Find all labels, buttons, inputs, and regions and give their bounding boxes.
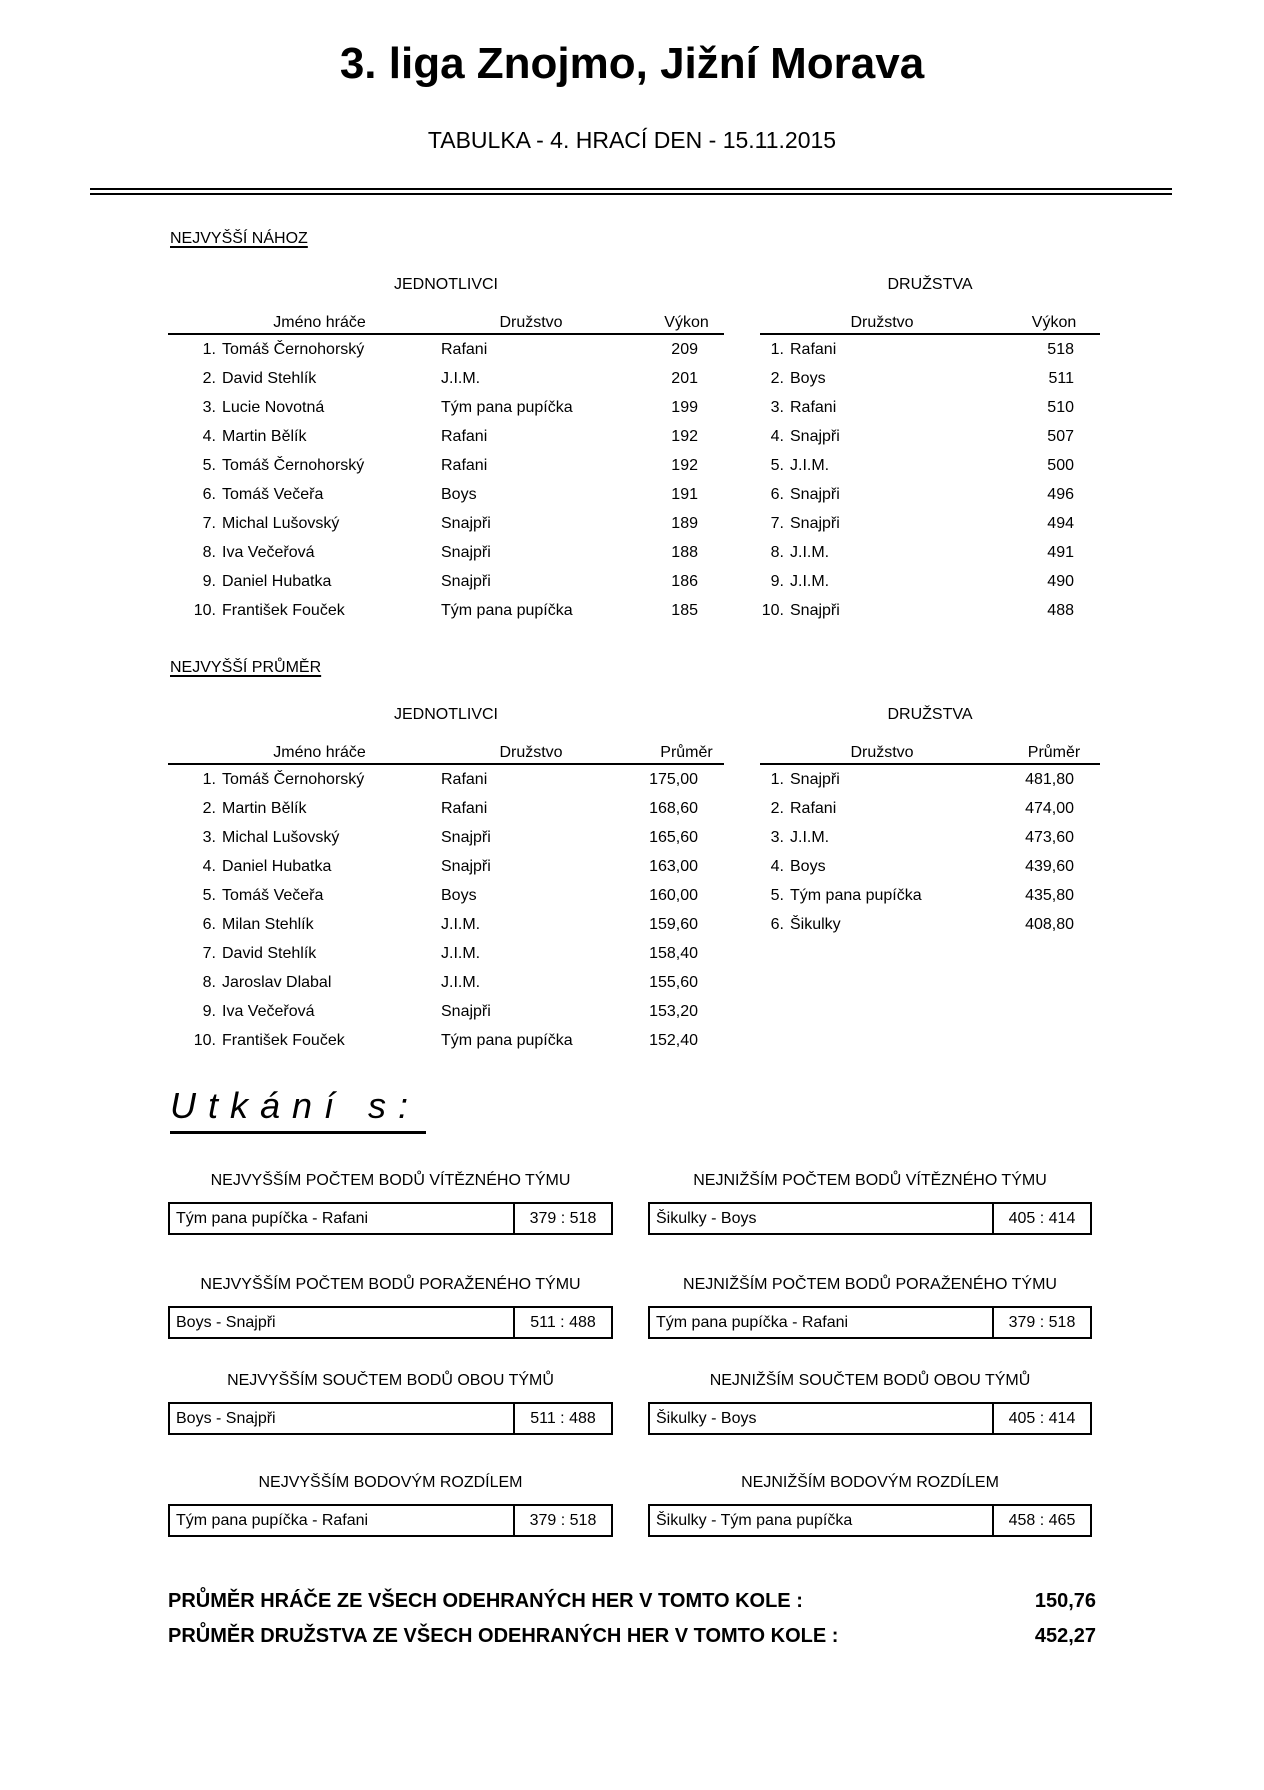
- match-group-lowest-point-difference: [648, 1474, 1092, 1537]
- rank-cell: 5.: [202, 457, 216, 474]
- rank-cell: 8.: [770, 544, 784, 561]
- team-cell: Rafani: [441, 771, 488, 788]
- rank-cell: 4.: [770, 428, 784, 445]
- value-cell: 165,60: [649, 829, 698, 846]
- value-cell: 155,60: [649, 974, 698, 991]
- value-cell: 439,60: [1025, 858, 1074, 875]
- match-score: 379 : 518: [513, 1204, 611, 1233]
- table-row: [168, 393, 724, 422]
- match-box: [648, 1402, 1092, 1435]
- rank-cell: 9.: [770, 573, 784, 590]
- table-body: [168, 335, 724, 625]
- column-header-value: Výkon: [664, 314, 709, 331]
- value-cell: 186: [671, 573, 698, 590]
- table-group-title: JEDNOTLIVCI: [393, 706, 498, 723]
- value-cell: 496: [1047, 486, 1074, 503]
- team-cell: Snajpři: [790, 428, 840, 445]
- match-teams: Tým pana pupíčka - Rafani: [176, 1210, 369, 1227]
- match-teams: Šikulky - Tým pana pupíčka: [656, 1512, 853, 1529]
- match-teams: Boys - Snajpři: [176, 1314, 276, 1331]
- value-cell: 199: [671, 399, 698, 416]
- rank-cell: 1.: [770, 341, 784, 358]
- team-cell: Boys: [790, 370, 826, 387]
- table-row: [760, 765, 1100, 794]
- match-score: 458 : 465: [992, 1506, 1090, 1535]
- rank-cell: 2.: [202, 800, 216, 817]
- rank-cell: 4.: [202, 428, 216, 445]
- rank-cell: 1.: [202, 771, 216, 788]
- match-teams: Boys - Snajpři: [176, 1410, 276, 1427]
- table-group-title: DRUŽSTVA: [887, 706, 973, 723]
- match-teams: Šikulky - Boys: [656, 1410, 757, 1427]
- team-cell: Rafani: [790, 341, 837, 358]
- value-cell: 192: [671, 428, 698, 445]
- team-cell: J.I.M.: [790, 544, 830, 561]
- player-name-cell: Tomáš Černohorský: [222, 457, 365, 474]
- player-name-cell: Jaroslav Dlabal: [222, 974, 332, 991]
- match-group-lowest-total-points: [648, 1372, 1092, 1435]
- section-heading-nejvyssi-prumer: NEJVYŠŠÍ PRŮMĚR: [170, 659, 322, 676]
- summary-value: 150,76: [1034, 1590, 1096, 1612]
- table-row: [168, 480, 724, 509]
- value-cell: 511: [1048, 370, 1074, 387]
- header-divider: [90, 188, 1172, 195]
- match-group-label: NEJVYŠŠÍM POČTEM BODŮ VÍTĚZNÉHO TÝMU: [210, 1172, 571, 1189]
- rank-cell: 5.: [770, 887, 784, 904]
- team-cell: Tým pana pupíčka: [441, 399, 573, 416]
- table-row: [760, 881, 1100, 910]
- player-name-cell: Daniel Hubatka: [222, 573, 332, 590]
- player-name-cell: Lucie Novotná: [222, 399, 325, 416]
- player-name-cell: Tomáš Černohorský: [222, 341, 365, 358]
- value-cell: 518: [1047, 341, 1074, 358]
- player-name-cell: Tomáš Černohorský: [222, 771, 365, 788]
- value-cell: 168,60: [649, 800, 698, 817]
- player-name-cell: Tomáš Večeřa: [222, 887, 324, 904]
- value-cell: 185: [671, 602, 698, 619]
- team-cell: J.I.M.: [790, 573, 830, 590]
- match-score: 511 : 488: [513, 1404, 611, 1433]
- value-cell: 507: [1047, 428, 1074, 445]
- match-box: [168, 1402, 613, 1435]
- value-cell: 152,40: [649, 1032, 698, 1049]
- value-cell: 490: [1047, 573, 1074, 590]
- player-name-cell: Iva Večeřová: [222, 544, 315, 561]
- team-cell: Snajpři: [790, 515, 840, 532]
- team-cell: Šikulky: [790, 916, 841, 933]
- player-name-cell: Milan Stehlík: [222, 916, 314, 933]
- value-cell: 191: [671, 486, 698, 503]
- round-summary: [168, 1584, 1096, 1654]
- value-cell: 160,00: [649, 887, 698, 904]
- value-cell: 163,00: [649, 858, 698, 875]
- rank-cell: 6.: [202, 486, 216, 503]
- summary-label: PRŮMĚR HRÁČE ZE VŠECH ODEHRANÝCH HER V TOMTO KOLE :: [168, 1590, 803, 1612]
- rank-cell: 5.: [770, 457, 784, 474]
- table-row: [168, 567, 724, 596]
- table-body: [168, 765, 724, 1055]
- team-cell: J.I.M.: [790, 457, 830, 474]
- match-group-label: NEJNIŽŠÍM POČTEM BODŮ PORAŽENÉHO TÝMU: [683, 1276, 1057, 1293]
- section-heading-nejvyssi-nahoz: NEJVYŠŠÍ NÁHOZ: [170, 230, 308, 247]
- table-row: [760, 823, 1100, 852]
- player-name-cell: David Stehlík: [222, 370, 317, 387]
- utkani-heading: Utkání s:: [170, 1085, 426, 1134]
- table-header-row: [168, 743, 724, 762]
- table-prumer-teams: [760, 705, 1100, 939]
- table-row: [168, 1026, 724, 1055]
- team-cell: Rafani: [441, 428, 488, 445]
- table-row: [760, 451, 1100, 480]
- match-group-label: NEJVYŠŠÍM POČTEM BODŮ PORAŽENÉHO TÝMU: [200, 1276, 581, 1293]
- value-cell: 189: [671, 515, 698, 532]
- table-row: [168, 451, 724, 480]
- value-cell: 488: [1047, 602, 1074, 619]
- summary-label: PRŮMĚR DRUŽSTVA ZE VŠECH ODEHRANÝCH HER V TOMTO KOLE :: [168, 1625, 839, 1647]
- rank-cell: 7.: [202, 515, 216, 532]
- match-group-highest-total-points: [168, 1372, 613, 1435]
- table-header-row: [168, 313, 724, 332]
- column-header-team: Družstvo: [499, 744, 563, 761]
- value-cell: 175,00: [649, 771, 698, 788]
- table-row: [168, 364, 724, 393]
- value-cell: 500: [1047, 457, 1074, 474]
- table-row: [760, 480, 1100, 509]
- rank-cell: 3.: [770, 829, 784, 846]
- player-name-cell: Daniel Hubatka: [222, 858, 332, 875]
- rank-cell: 7.: [770, 515, 784, 532]
- table-body: [760, 765, 1100, 939]
- column-header-value: Průměr: [1027, 744, 1081, 761]
- team-cell: Rafani: [441, 341, 488, 358]
- table-group-title: JEDNOTLIVCI: [393, 276, 498, 293]
- value-cell: 192: [671, 457, 698, 474]
- column-header-team: Družstvo: [850, 744, 914, 761]
- table-row: [168, 997, 724, 1026]
- team-cell: Rafani: [790, 399, 837, 416]
- column-header-team: Družstvo: [499, 314, 563, 331]
- value-cell: 159,60: [649, 916, 698, 933]
- match-box: [168, 1202, 613, 1235]
- rank-cell: 9.: [202, 1003, 216, 1020]
- table-group-title: DRUŽSTVA: [887, 276, 973, 293]
- team-cell: Rafani: [441, 457, 488, 474]
- rank-cell: 5.: [202, 887, 216, 904]
- table-row: [760, 567, 1100, 596]
- table-row: [168, 335, 724, 364]
- summary-value: 452,27: [1034, 1625, 1096, 1647]
- table-row: [760, 335, 1100, 364]
- team-cell: Boys: [441, 486, 477, 503]
- value-cell: 188: [671, 544, 698, 561]
- player-name-cell: Iva Večeřová: [222, 1003, 315, 1020]
- team-cell: Snajpři: [441, 544, 491, 561]
- player-name-cell: František Fouček: [222, 1032, 345, 1049]
- rank-cell: 7.: [202, 945, 216, 962]
- match-teams: Tým pana pupíčka - Rafani: [176, 1512, 369, 1529]
- table-header-row: [760, 743, 1100, 762]
- table-row: [760, 852, 1100, 881]
- player-name-cell: Michal Lušovský: [222, 515, 340, 532]
- table-row: [168, 422, 724, 451]
- match-score: 511 : 488: [513, 1308, 611, 1337]
- team-cell: Snajpři: [441, 829, 491, 846]
- rank-cell: 4.: [202, 858, 216, 875]
- team-cell: Snajpři: [790, 771, 840, 788]
- team-cell: J.I.M.: [441, 370, 481, 387]
- rank-cell: 10.: [761, 602, 784, 619]
- table-row: [760, 538, 1100, 567]
- match-group-label: NEJVYŠŠÍM BODOVÝM ROZDÍLEM: [258, 1474, 523, 1491]
- team-cell: Snajpři: [441, 573, 491, 590]
- rank-cell: 6.: [770, 916, 784, 933]
- match-box: [168, 1504, 613, 1537]
- rank-cell: 6.: [202, 916, 216, 933]
- team-cell: Snajpři: [441, 1003, 491, 1020]
- match-teams: Tým pana pupíčka - Rafani: [656, 1314, 849, 1331]
- rank-cell: 3.: [202, 399, 216, 416]
- player-name-cell: David Stehlík: [222, 945, 317, 962]
- column-header-player-name: Jméno hráče: [273, 744, 366, 761]
- value-cell: 158,40: [649, 945, 698, 962]
- table-row: [760, 393, 1100, 422]
- team-cell: Tým pana pupíčka: [441, 602, 573, 619]
- match-box: [648, 1504, 1092, 1537]
- table-row: [168, 596, 724, 625]
- team-cell: J.I.M.: [441, 974, 481, 991]
- match-group-highest-loser-points: [168, 1276, 613, 1339]
- match-teams: Šikulky - Boys: [656, 1210, 757, 1227]
- match-group-highest-winner-points: [168, 1172, 613, 1235]
- team-cell: Boys: [441, 887, 477, 904]
- rank-cell: 10.: [193, 1032, 216, 1049]
- team-cell: Snajpři: [441, 858, 491, 875]
- team-cell: Boys: [790, 858, 826, 875]
- match-score: 379 : 518: [513, 1506, 611, 1535]
- team-cell: Rafani: [441, 800, 488, 817]
- rank-cell: 2.: [770, 800, 784, 817]
- value-cell: 435,80: [1025, 887, 1074, 904]
- table-prumer-individuals: [168, 705, 724, 1055]
- team-cell: Snajpři: [790, 486, 840, 503]
- match-group-label: NEJNIŽŠÍM POČTEM BODŮ VÍTĚZNÉHO TÝMU: [693, 1172, 1047, 1189]
- value-cell: 473,60: [1025, 829, 1074, 846]
- column-header-value: Výkon: [1031, 314, 1077, 331]
- summary-row-team-average: [168, 1619, 1096, 1654]
- match-group-label: NEJVYŠŠÍM SOUČTEM BODŮ OBOU TÝMŮ: [227, 1372, 554, 1389]
- table-row: [760, 596, 1100, 625]
- table-row: [760, 910, 1100, 939]
- value-cell: 153,20: [649, 1003, 698, 1020]
- team-cell: Snajpři: [441, 515, 491, 532]
- table-row: [168, 881, 724, 910]
- value-cell: 481,80: [1025, 771, 1074, 788]
- player-name-cell: František Fouček: [222, 602, 345, 619]
- table-body: [760, 335, 1100, 625]
- table-row: [168, 968, 724, 997]
- match-score: 405 : 414: [992, 1204, 1090, 1233]
- table-row: [760, 422, 1100, 451]
- rank-cell: 8.: [202, 544, 216, 561]
- table-header-row: [760, 313, 1100, 332]
- table-nahoz-teams: [760, 275, 1100, 625]
- rank-cell: 2.: [202, 370, 216, 387]
- team-cell: J.I.M.: [441, 945, 481, 962]
- team-cell: J.I.M.: [790, 829, 830, 846]
- table-row: [168, 765, 724, 794]
- team-cell: Rafani: [790, 800, 837, 817]
- value-cell: 494: [1047, 515, 1074, 532]
- table-row: [168, 794, 724, 823]
- table-row: [760, 364, 1100, 393]
- rank-cell: 2.: [770, 370, 784, 387]
- value-cell: 408,80: [1025, 916, 1074, 933]
- value-cell: 510: [1047, 399, 1074, 416]
- rank-cell: 3.: [202, 829, 216, 846]
- table-row: [168, 910, 724, 939]
- rank-cell: 1.: [770, 771, 784, 788]
- rank-cell: 4.: [770, 858, 784, 875]
- match-group-lowest-winner-points: [648, 1172, 1092, 1235]
- match-score: 405 : 414: [992, 1404, 1090, 1433]
- match-group-lowest-loser-points: [648, 1276, 1092, 1339]
- rank-cell: 6.: [770, 486, 784, 503]
- player-name-cell: Martin Bělík: [222, 800, 307, 817]
- player-name-cell: Martin Bělík: [222, 428, 307, 445]
- value-cell: 491: [1047, 544, 1074, 561]
- value-cell: 201: [671, 370, 698, 387]
- team-cell: Tým pana pupíčka: [441, 1032, 573, 1049]
- team-cell: Tým pana pupíčka: [790, 887, 922, 904]
- match-score: 379 : 518: [992, 1308, 1090, 1337]
- match-box: [648, 1306, 1092, 1339]
- rank-cell: 1.: [202, 341, 216, 358]
- table-row: [168, 509, 724, 538]
- rank-cell: 9.: [202, 573, 216, 590]
- table-row: [168, 939, 724, 968]
- rank-cell: 3.: [770, 399, 784, 416]
- team-cell: Snajpři: [790, 602, 840, 619]
- column-header-player-name: Jméno hráče: [273, 314, 366, 331]
- player-name-cell: Tomáš Večeřa: [222, 486, 324, 503]
- value-cell: 209: [671, 341, 698, 358]
- match-group-label: NEJNIŽŠÍM BODOVÝM ROZDÍLEM: [741, 1474, 999, 1491]
- page-title: 3. liga Znojmo, Jižní Morava: [339, 39, 925, 88]
- match-box: [168, 1306, 613, 1339]
- rank-cell: 10.: [193, 602, 216, 619]
- table-row: [760, 794, 1100, 823]
- match-group-highest-point-difference: [168, 1474, 613, 1537]
- match-box: [648, 1202, 1092, 1235]
- value-cell: 474,00: [1025, 800, 1074, 817]
- rank-cell: 8.: [202, 974, 216, 991]
- table-row: [760, 509, 1100, 538]
- table-row: [168, 823, 724, 852]
- table-row: [168, 538, 724, 567]
- player-name-cell: Michal Lušovský: [222, 829, 340, 846]
- table-row: [168, 852, 724, 881]
- team-cell: J.I.M.: [441, 916, 481, 933]
- column-header-team: Družstvo: [850, 314, 914, 331]
- page-subtitle: TABULKA - 4. HRACÍ DEN - 15.11.2015: [427, 127, 837, 153]
- summary-row-player-average: [168, 1584, 1096, 1619]
- table-nahoz-individuals: [168, 275, 724, 625]
- column-header-value: Průměr: [660, 744, 713, 761]
- match-group-label: NEJNIŽŠÍM SOUČTEM BODŮ OBOU TÝMŮ: [709, 1372, 1031, 1389]
